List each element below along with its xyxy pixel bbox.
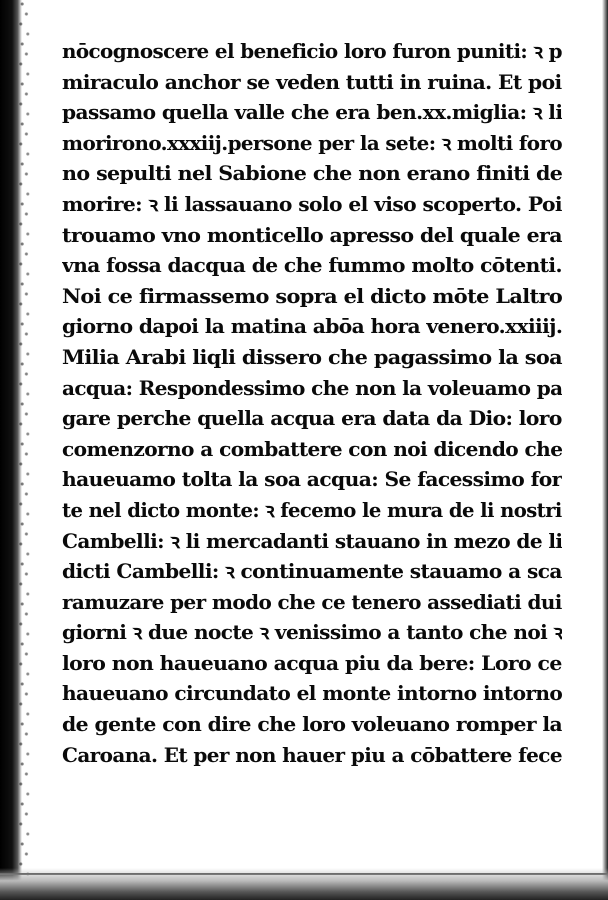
text-line: acqua: Respondessimo che non la voleuamo pa <box>62 375 562 400</box>
text-line: morire: ꝛ li lassauano solo el viso scoperto. Poi <box>62 191 562 216</box>
text-line: haueuamo tolta la soa acqua: Se facessimo for <box>62 467 562 492</box>
text-line: Caroana. Et per non hauer piu a cōbattere fece <box>62 742 562 767</box>
text-line: passamo quella valle che era ben.xx.miglia: ꝛ li <box>62 100 562 125</box>
text-line: morirono.xxxiij.persone per la sete: ꝛ molti foro <box>62 130 562 155</box>
text-line: Cambelli: ꝛ li mercadanti stauano in mezo de li <box>62 528 562 553</box>
text-line: gare perche quella acqua era data da Dio: loro <box>62 406 562 431</box>
page-bottom-shadow <box>0 868 608 900</box>
text-line: Milia Arabi liqli dissero che pagassimo la soa <box>62 344 563 369</box>
text-line: no sepulti nel Sabione che non erano finiti de <box>62 161 563 186</box>
text-line: de gente con dire che loro voleuano romper la <box>62 712 562 737</box>
text-line: nōcognoscere el beneficio loro furon puniti: ꝛ p <box>62 39 562 63</box>
text-line: giorno dapoi la matina abōa hora venero.xxiiij. <box>62 314 562 339</box>
text-line: miraculo anchor se veden tutti in ruina. Et poi <box>62 69 562 94</box>
text-line: haueuano circundato el monte intorno intorno <box>62 681 562 706</box>
text-line: comenzorno a combattere con noi dicendo che <box>62 436 562 461</box>
text-line: trouamo vno monticello apresso del quale era <box>62 222 562 247</box>
right-page-edge <box>602 0 608 900</box>
text-line: dicti Cambelli: ꝛ continuamente stauamo a sca <box>62 559 562 584</box>
text-line: loro non haueuano acqua piu da bere: Loro ce <box>62 650 562 675</box>
text-line: vna fossa dacqua de che fummo molto cōtenti. <box>62 253 562 278</box>
binding-speckle <box>18 0 32 900</box>
text-line: Noi ce firmassemo sopra el dicto mōte Laltro <box>62 283 563 308</box>
text-line: te nel dicto monte: ꝛ fecemo le mura de li nostri <box>62 497 562 522</box>
text-line: giorni ꝛ due nocte ꝛ venissimo a tanto che noi ꝛ <box>62 620 562 645</box>
text-line: ramuzare per modo che ce tenero assediati dui <box>62 589 562 614</box>
text-block <box>62 36 562 770</box>
